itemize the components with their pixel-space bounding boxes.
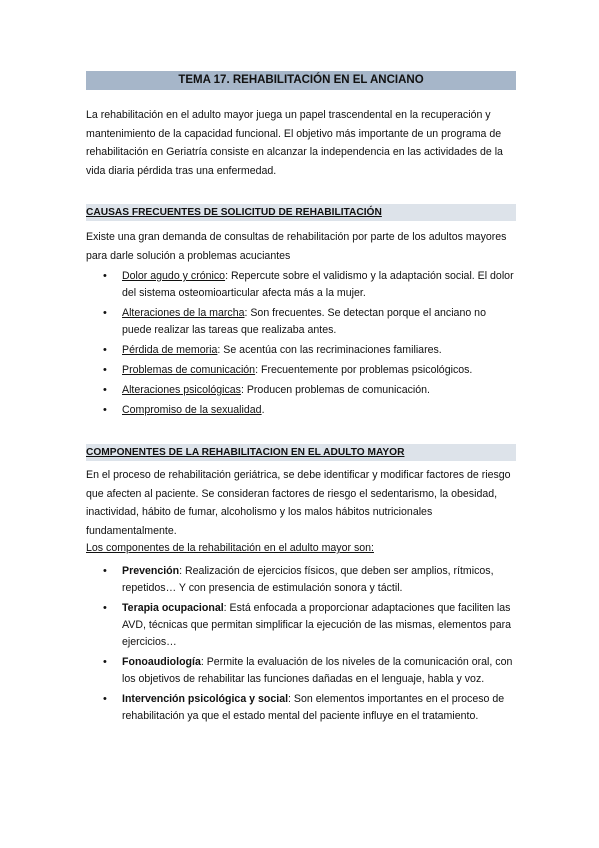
bullet-icon: •	[103, 565, 107, 577]
list-item	[86, 305, 518, 339]
list-item	[86, 402, 518, 419]
list-item-term: Pérdida de memoria	[122, 344, 218, 356]
components-subheading	[86, 540, 518, 556]
list-item-text: : Son frecuentes. Se detectan porque el anciano no puede realizar las tareas que realizaba antes.	[122, 307, 486, 336]
list-item-term: Fonoaudiología	[122, 656, 201, 668]
bullet-icon: •	[103, 602, 107, 614]
list-item-term: Terapia ocupacional	[122, 602, 224, 614]
section1-paragraph: Existe una gran demanda de consultas de rehabilitación por parte de los adultos mayores para darle solución a problemas acuciantes	[86, 231, 507, 262]
list-item-text: : Producen problemas de comunicación.	[240, 384, 430, 396]
components-list	[86, 563, 518, 728]
bullet-icon: •	[103, 307, 107, 319]
list-item-text: : Realización de ejercicios físicos, que deben ser amplios, rítmicos, repetidos… Y con presencia de estimulación sonora y táctil.	[122, 565, 494, 594]
bullet-icon: •	[103, 364, 107, 376]
list-item-term: Alteraciones psicológicas	[122, 384, 241, 396]
causes-list	[86, 268, 518, 422]
list-item	[86, 654, 518, 688]
bullet-icon: •	[103, 270, 107, 282]
section-heading-text: COMPONENTES DE LA REHABILITACION EN EL ADULTO MAYOR	[86, 447, 405, 458]
bullet-icon: •	[103, 344, 107, 356]
section-heading-componentes	[86, 444, 516, 461]
list-item	[86, 600, 518, 651]
list-item-term: Problemas de comunicación	[122, 364, 256, 376]
list-item-term: Dolor agudo y crónico	[122, 270, 226, 282]
list-item-term: Intervención psicológica y social	[122, 693, 289, 705]
bullet-icon: •	[103, 656, 107, 668]
section2-paragraph: En el proceso de rehabilitación geriátrica, se debe identificar y modificar factores de riesgo que afecten al paciente. Se consideran factores de riesgo el sedentarismo, la obesidad, inactividad, hábito de fumar, alcoholismo y los malos hábitos nutricionales fundamentalmente.	[86, 469, 511, 538]
list-item	[86, 691, 518, 725]
list-item-text: : Está enfocada a proporcionar adaptaciones que faciliten las AVD, técnicas que permitan simplificar la ejecución de las mismas, elementos para ejercicios…	[122, 602, 511, 648]
list-item-text: : Se acentúa con las recriminaciones familiares.	[217, 344, 442, 356]
bullet-icon: •	[103, 693, 107, 705]
document-title: TEMA 17. REHABILITACIÓN EN EL ANCIANO	[86, 71, 516, 90]
list-item	[86, 362, 518, 379]
list-item	[86, 268, 518, 302]
list-item-text: : Son elementos importantes en el proceso de rehabilitación ya que el estado mental del paciente influye en el tratamiento.	[122, 693, 505, 722]
list-item	[86, 342, 518, 359]
list-item-text: : Repercute sobre el validismo y la adaptación social. El dolor del sistema osteomioarticular afecta más a la mujer.	[122, 270, 514, 299]
bullet-icon: •	[103, 404, 107, 416]
list-item-term: Prevención	[122, 565, 180, 577]
intro-paragraph: La rehabilitación en el adulto mayor juega un papel trascendental en la recuperación y mantenimiento de la capacidad funcional. El objetivo más importante de un programa de rehabilitación en Geriatría consiste en alcanzar la independencia en las actividades de la vida diaria pérdida tras una enfermedad.	[86, 109, 503, 178]
section-heading-causas	[86, 204, 516, 221]
list-item-text: : Frecuentemente por problemas psicológicos.	[255, 364, 473, 376]
section-heading-text: CAUSAS FRECUENTES DE SOLICITUD DE REHABILITACIÓN	[86, 207, 382, 218]
list-item-text: .	[261, 404, 265, 416]
list-item-term: Alteraciones de la marcha	[122, 307, 245, 319]
list-item	[86, 563, 518, 597]
list-item	[86, 382, 518, 399]
components-subheading-text: Los componentes de la rehabilitación en el adulto mayor son:	[86, 542, 374, 554]
list-item-term: Compromiso de la sexualidad	[122, 404, 262, 416]
list-item-text: : Permite la evaluación de los niveles de la comunicación oral, con los objetivos de rehabilitar las funciones dañadas en el lenguaje, habla y voz.	[122, 656, 513, 685]
bullet-icon: •	[103, 384, 107, 396]
